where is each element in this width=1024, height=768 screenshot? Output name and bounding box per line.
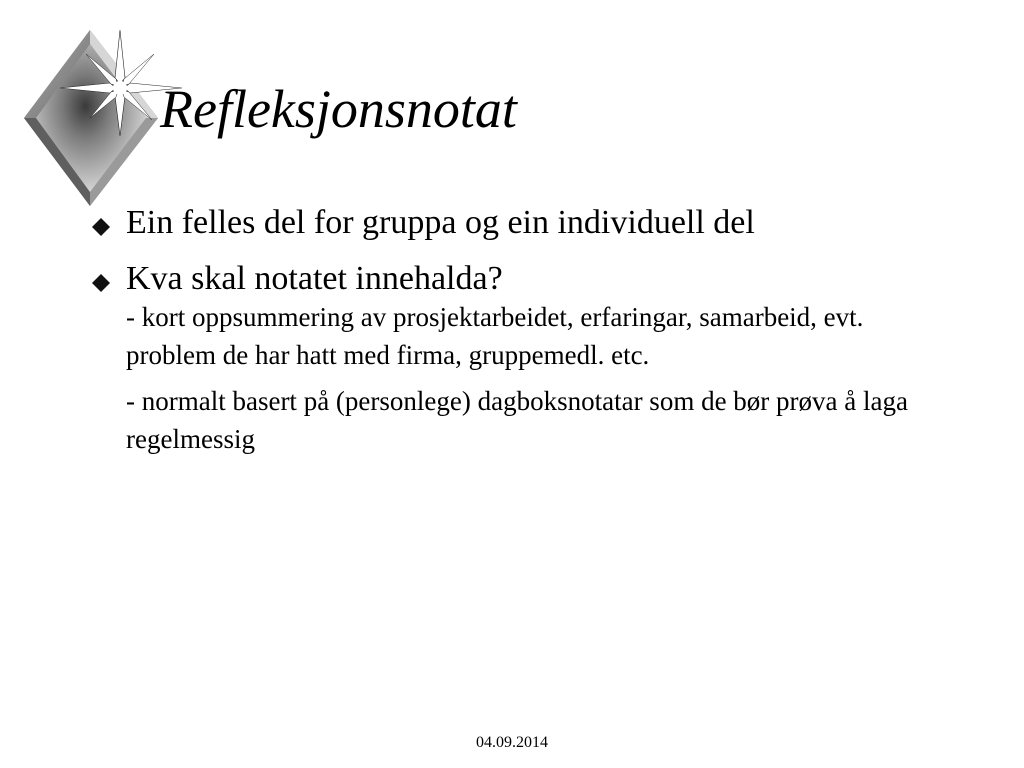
sub-point: - normalt basert på (personlege) dagboksnotatar som de bør prøva å laga regelmessig xyxy=(126,386,908,454)
slide-title: Refleksjonsnotat xyxy=(160,79,517,139)
sub-point: - kort oppsummering av prosjektarbeidet, erfaringar, samarbeid, evt. problem de har hatt med firma, gruppemedl. etc. xyxy=(126,302,864,370)
bullet-item xyxy=(88,260,948,458)
bullet-item xyxy=(88,204,948,242)
diamond-bullet-icon xyxy=(92,218,110,236)
bullet-text: Kva skal notatet innehalda? xyxy=(126,260,503,297)
bullet-text: Ein felles del for gruppa og ein individuell del xyxy=(126,204,755,241)
footer-date: 04.09.2014 xyxy=(476,734,548,751)
bullet-list xyxy=(88,204,948,476)
diamond-bullet-icon xyxy=(92,274,110,292)
